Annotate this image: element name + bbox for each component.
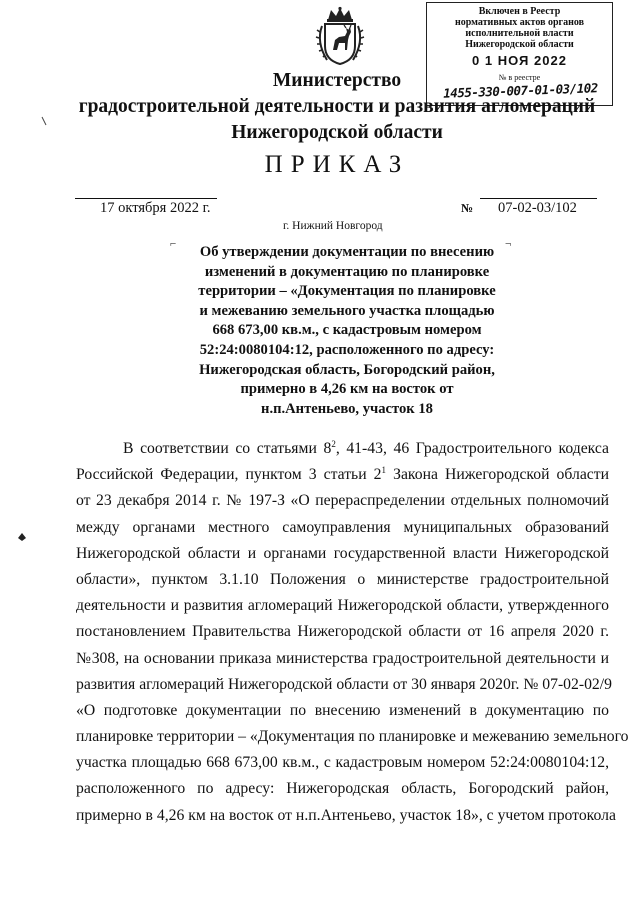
ministry-name-line-2: градостроительной деятельности и развития агломераций xyxy=(78,96,596,117)
subject-line: Об утверждении документации по внесению xyxy=(199,244,495,260)
subject-line: территории – «Документация по планировке xyxy=(198,283,496,300)
superscript: 2 xyxy=(331,438,336,449)
order-subject xyxy=(182,243,512,419)
scan-speck xyxy=(40,115,50,129)
stamp-line-2: нормативных актов органов xyxy=(454,17,584,28)
body-text: Закона Нижегородской области xyxy=(386,466,609,484)
superscript: 1 xyxy=(381,464,387,475)
document-number: 07-02-03/102 xyxy=(498,200,577,216)
ministry-name-line-1: Министерство xyxy=(272,70,402,91)
body-line: постановлением Правительства Нижегородской области от 16 апреля 2020 г. xyxy=(76,623,609,641)
body-line: №308, на основании приказа министерства градостроительной деятельности и xyxy=(76,649,609,667)
body-line: Нижегородской области и органами государственной власти Нижегородской xyxy=(76,544,609,562)
body-line: примерно в 4,26 км на восток от н.п.Антеньево, участок 18», с учетом протокола xyxy=(76,806,616,824)
body-line: между органами местного самоуправления муниципальных образований xyxy=(76,518,609,536)
body-line: развития агломераций Нижегородской области от 30 января 2020г. № 07-02-02/9 xyxy=(76,675,612,693)
scan-speck xyxy=(17,532,27,542)
bracket-corner-right: ¬ xyxy=(505,238,512,250)
body-line: планировке территории – «Документация по планировке и межеванию земельного xyxy=(76,728,629,746)
document-date: 17 октября 2022 г. xyxy=(100,200,211,216)
stamp-line-1: Включен в Реестр xyxy=(478,6,561,17)
subject-line: 668 673,00 кв.м., с кадастровым номером xyxy=(212,322,482,339)
stamp-date: 0 1 НОЯ 2022 xyxy=(472,53,567,68)
number-sign: № xyxy=(461,201,474,215)
body-line: деятельности и развития агломераций Нижегородской области, утвержденного xyxy=(76,597,609,615)
subject-line: и межеванию земельного участка площадью xyxy=(199,302,495,319)
order-body-text xyxy=(76,436,629,829)
document-type-title: ПРИКАЗ xyxy=(264,151,410,178)
ministry-name-line-3: Нижегородской области xyxy=(231,122,443,143)
subject-line: 52:24:0080104:12, расположенного по адресу: xyxy=(199,341,495,358)
date-underline xyxy=(75,198,217,199)
stamp-registry-number: 1455-330-007-01-03/102 xyxy=(442,80,598,101)
stamp-line-4: Нижегородской области xyxy=(465,39,574,50)
subject-line: Нижегородская область, Богородский район, xyxy=(199,361,495,378)
body-line: «О подготовке документации по внесению изменений в документацию по xyxy=(76,701,609,719)
body-text: В соответствии со статьями 8 xyxy=(123,440,332,457)
number-underline xyxy=(480,198,597,199)
body-line: области», пунктом 3.1.10 Положения о министерстве градостроительной xyxy=(76,570,609,588)
coat-of-arms-icon xyxy=(313,6,367,66)
stamp-line-3: исполнительной власти xyxy=(465,28,574,39)
subject-line: изменений в документацию по планировке xyxy=(204,263,490,280)
stamp-registry-label: № в реестре xyxy=(498,73,541,82)
body-text: , 41-43, 46 Градостроительного кодекса xyxy=(335,440,610,457)
body-line: участка площадью 668 673,00 кв.м., с кадастровым номером 52:24:0080104:12, xyxy=(76,754,609,772)
body-line: от 23 декабря 2014 г. № 197-З «О перераспределении отдельных полномочий xyxy=(76,492,609,510)
subject-line: н.п.Антеньево, участок 18 xyxy=(261,400,433,417)
body-line: расположенного по адресу: Нижегородская область, Богородский район, xyxy=(76,780,609,798)
subject-line: примерно в 4,26 км на восток от xyxy=(240,381,454,398)
city-name: г. Нижний Новгород xyxy=(283,220,383,232)
body-line xyxy=(76,436,609,462)
body-line xyxy=(76,462,609,488)
body-text: Российской Федерации, пунктом 3 статьи 2 xyxy=(76,466,382,484)
bracket-corner-left: ⌐ xyxy=(170,238,177,250)
